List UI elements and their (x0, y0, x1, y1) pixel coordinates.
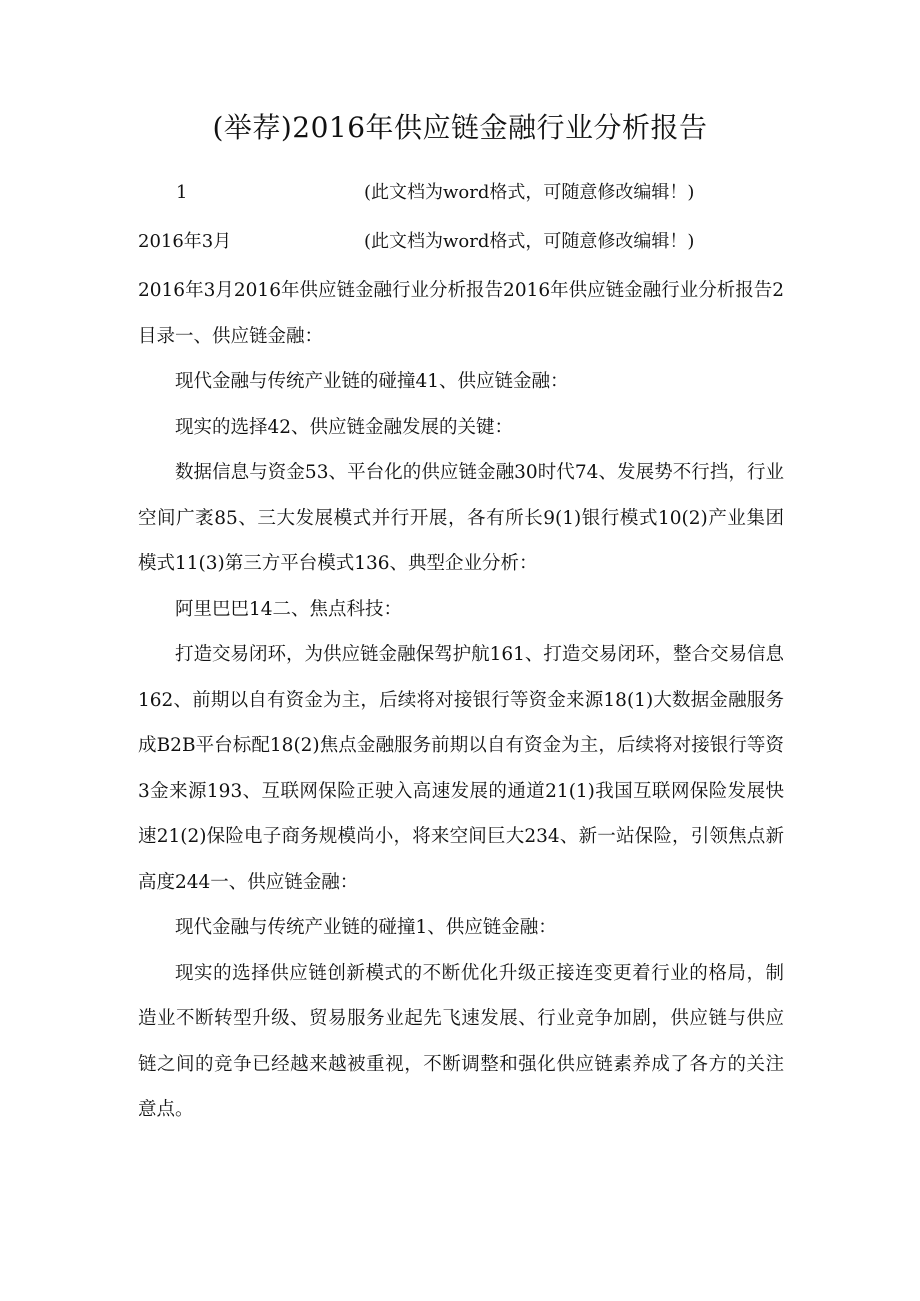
document-title: (举荐)2016年供应链金融行业分析报告 (212, 111, 708, 144)
document-body (138, 268, 784, 1133)
meta-row (138, 226, 838, 258)
date-text: 2016年3月 (138, 231, 232, 252)
meta-left-text: 1 (176, 182, 188, 203)
paragraph: 数据信息与资金53、平台化的供应链金融30时代74、发展势不行挡，行业空间广袤85、三大发展模式并行开展，各有所长9(1)银行模式10(2)产业集团模式11(3)第三方平台模式136、典型企业分析： (138, 462, 784, 574)
paragraph: 现代金融与传统产业链的碰撞41、供应链金融： (175, 371, 569, 392)
format-note: (此文档为word格式，可随意修改编辑！) (364, 231, 695, 252)
format-note: (此文档为word格式，可随意修改编辑！) (364, 182, 695, 203)
paragraph: 现代金融与传统产业链的碰撞1、供应链金融： (175, 917, 557, 938)
paragraph: 打造交易闭环，为供应链金融保驾护航161、打造交易闭环，整合交易信息162、前期以自有资金为主，后续将对接银行等资金来源18(1)大数据金融服务成B2B平台标配18(2)焦点金融服务前期以自有资金为主，后续将对接银行等资3金来源193、互联网保险正驶入高速发展的通道21(1)我国互联网保险发展快速21(2)保险电子商务规模尚小，将来空间巨大234、新一站保险，引领焦点新高度244一、供应链金融： (138, 644, 784, 893)
paragraph: 2016年3月2016年供应链金融行业分析报告2016年供应链金融行业分析报告2目录一、供应链金融： (138, 280, 784, 347)
paragraph: 现实的选择42、供应链金融发展的关键： (175, 416, 514, 438)
paragraph: 阿里巴巴14二、焦点科技： (175, 598, 403, 620)
paragraph: 现实的选择供应链创新模式的不断优化升级正接连变更着行业的格局，制造业不断转型升级、贸易服务业起先飞速发展、行业竞争加剧，供应链与供应链之间的竞争已经越来越被重视，不断调整和强化供应链素养成了各方的关注意点。 (138, 962, 784, 1120)
meta-row (138, 177, 838, 209)
